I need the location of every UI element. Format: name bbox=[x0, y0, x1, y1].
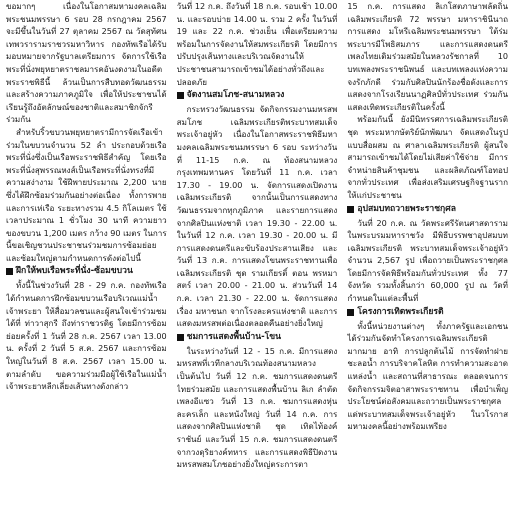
square-bullet-icon bbox=[177, 92, 184, 99]
article-column-3 bbox=[347, 0, 508, 512]
section-heading-text: ฝึกให้พบเรือพระที่นั่ง-ซ้อมขบวน bbox=[16, 266, 133, 277]
square-bullet-icon bbox=[6, 268, 13, 275]
section-heading bbox=[177, 331, 338, 344]
section-heading-text: จัดงานสมโภช-สนามหลวง bbox=[186, 90, 285, 101]
section-heading-text: โครงการเทิดพระเกียรติ bbox=[357, 306, 444, 317]
square-bullet-icon bbox=[347, 206, 354, 213]
paragraph: สำหรับริ้วขบวนพยุหยาตรามีการจัดเรือเข้าร่วมในขบวนจำนวน 52 ลำ ประกอบด้วยเรือพระที่นั่งซึ่งเป็นเรือพระราชพิธีสำคัญ โดยเรือพระที่นั่งสุพรรณหงส์เป็นเรือพระที่นั่งทรงที่มีความสง่างาม ใช้ฝีพายประมาณ 2,200 นาย ซึ่งได้ฝึกซ้อมร่วมกันอย่างต่อเนื่อง ทั้งการพายและการเห่เรือ ระยะทางรวม 4.5 กิโลเมตร ใช้เวลาประมาณ 1 ชั่วโมง 30 นาที ความยาวของขบวน 1,200 เมตร กว้าง 90 เมตร ในการนี้ขอเชิญชวนประชาชนร่วมชมการซ้อมย่อยและซ้อมใหญ่ตามกำหนดการดังต่อไปนี้ bbox=[6, 126, 167, 263]
square-bullet-icon bbox=[347, 309, 354, 316]
paragraph: ทั้งนี้หน่วยงานต่างๆ ทั้งภาครัฐและเอกชน ได้ร่วมกันจัดทำโครงการเฉลิมพระเกียรติมากมาย อาทิ การปลูกต้นไม้ การจัดทำฝายชะลอน้ำ การบริจาคโลหิต การทำความสะอาดแหล่งน้ำ และสถานที่สาธารณะ ตลอดจนการจัดกิจกรรมจิตอาสาพระราชทาน เพื่อบำเพ็ญประโยชน์ต่อสังคมและถวายเป็นพระราชกุศลแด่พระบาทสมเด็จพระเจ้าอยู่หัว ในวโรกาสมหามงคลนี้อย่างพร้อมเพรียง bbox=[347, 320, 509, 432]
paragraph: กระทรวงวัฒนธรรม จัดกิจกรรมงานมหรสพสมโภช เฉลิมพระเกียรติพระบาทสมเด็จพระเจ้าอยู่หัว เนื่องในโอกาสพระราชพิธีมหามงคลเฉลิมพระชนมพรรษา 6 รอบ ระหว่างวันที่ 11-15 ก.ค. ณ ท้องสนามหลวง กรุงเทพมหานคร โดยวันที่ 11 ก.ค. เวลา 17.30 - 19.00 น. จัดการแสดงเปิดงานเฉลิมพระเกียรติ จากนั้นเป็นการแสดงทางวัฒนธรรมจากทุกภูมิภาค และรายการแสดงจากศิลปินแห่งชาติ เวลา 19.30 - 22.00 น. ในวันที่ 12 ก.ค. เวลา 19.30 - 20.00 น. มีการแสดงดนตรีและขับร้องประสานเสียง และวันที่ 13 ก.ค. การแสดงโขนพระราชทานเพื่อเฉลิมพระเกียรติ ชุด รามเกียรติ์ ตอน พรหมาสตร์ เวลา 20.00 - 21.00 น. ส่วนวันที่ 14 ก.ค. เวลา 21.30 - 22.00 น. จัดการแสดงเรื่อง มหาชนก จากโรงละครแห่งชาติ และการแสดงมหรสพต่อเนื่องตลอดคืนอย่างยิ่งใหญ่ bbox=[176, 104, 338, 329]
section-heading-text: ชมการแสดงพื้นบ้าน-โขน bbox=[186, 331, 282, 342]
paragraph: ในระหว่างวันที่ 12 - 15 ก.ค. มีการแสดงมหรสพที่เวทีกลางบริเวณท้องสนามหลวง เป็นต้นไป วันที่ 12 ก.ค. ชมการแสดงดนตรีไทยร่วมสมัย และการแสดงพื้นบ้าน ลิเก ลำตัด เพลงอีแซว วันที่ 13 ก.ค. ชมการแสดงหุ่นละครเล็ก และหนังใหญ่ วันที่ 14 ก.ค. การแสดงจากศิลปินแห่งชาติ ชุด เทิดไท้องค์ราชันย์ และวันที่ 15 ก.ค. ชมการแสดงดนตรีจากวงดุริยางค์ทหาร และการแสดงพิธีปิดงานมหรสพสมโภชอย่างยิ่งใหญ่ตระการตา bbox=[176, 345, 338, 470]
paragraph: 15 ก.ค. การแสดง ลิเกโสตภาษาพลัดถิ่นเฉลิมพระเกียรติ 72 พรรษา มหาราชินีนาถ การแสดง มโหรีเฉลิมพระชนมพรรษา ใต้ร่มพระบารมีโพธิสมภาร และการแสดงดนตรี เพลงไทยเดิมร่วมสมัยในหลวงรัชกาลที่ 10 บทเพลงพระราชนิพนธ์ และบทเพลงแห่งความจงรักภักดี ร่วมกับศิลปินนักร้องชื่อดังและการแสดงจากโรงเรียนนาฏศิลป์ทั่วประเทศ ร่วมกันแสดงเทิดพระเกียรติในครั้งนี้ bbox=[347, 1, 509, 112]
article-column-1 bbox=[6, 0, 167, 512]
square-bullet-icon bbox=[177, 334, 184, 341]
paragraph: วันที่ 12 ก.ค. ถึงวันที่ 18 ก.ค. รอบเช้า 10.00 น. และรอบบ่าย 14.00 น. รวม 2 ครั้ง ในวันที่ 19 และ 22 ก.ค. ช่วงเย็น เพื่อเตรียมความพร้อมในการจัดงานให้สมพระเกียรติ โดยมีการปรับปรุงเส้นทางและบริเวณจัดงานให้ประชาชนสามารถเข้าชมได้อย่างทั่วถึงและปลอดภัย bbox=[176, 1, 338, 87]
section-heading bbox=[177, 89, 338, 102]
paragraph: ทั้งนี้ในช่วงวันที่ 28 - 29 ก.ค. กองทัพเรือได้กำหนดการฝึกซ้อมขบวนเรือบริเวณแม่น้ำเจ้าพระยา ให้สื่อมวลชนและผู้สนใจเข้าร่วมชมได้ที่ ท่าวาสุกรี ถึงท่าราชวรดิฐ โดยมีการซ้อมย่อยครั้งที่ 1 วันที่ 28 ก.ค. 2567 เวลา 13.00 น. ครั้งที่ 2 วันที่ 5 ส.ค. 2567 และการซ้อมใหญ่ในวันที่ 8 ส.ค. 2567 เวลา 15.00 น. ตามลำดับ ขอความร่วมมือผู้ใช้เรือในแม่น้ำเจ้าพระยาหลีกเลี่ยงเส้นทางดังกล่าว bbox=[6, 280, 167, 392]
paragraph: วันที่ 20 ก.ค. ณ วัดพระศรีรัตนศาสดาราม ในพระบรมมหาราชวัง มีพิธีบรรพชาอุปสมบทเฉลิมพระเกียรติ พระบาทสมเด็จพระเจ้าอยู่หัว จำนวน 2,567 รูป เพื่อถวายเป็นพระราชกุศล โดยมีการจัดพิธีพร้อมกันทั่วประเทศ ทั้ง 77 จังหวัด รวมทั้งสิ้นกว่า 60,000 รูป ณ วัดที่กำหนดในแต่ละพื้นที่ bbox=[347, 217, 509, 304]
section-heading bbox=[6, 265, 167, 278]
paragraph: พร้อมกันนี้ ยังมีนิทรรศการเฉลิมพระเกียรติ ชุด พระมหากษัตริย์นักพัฒนา จัดแสดงในรูปแบบสื่อผสม ณ ศาลาเฉลิมพระเกียรติ ผู้สนใจสามารถเข้าชมได้โดยไม่เสียค่าใช้จ่าย มีการจำหน่ายสินค้าชุมชน และผลิตภัณฑ์โอทอปจากทั่วประเทศ เพื่อส่งเสริมเศรษฐกิจฐานรากให้แก่ประชาชน bbox=[347, 114, 509, 200]
section-heading bbox=[347, 306, 508, 319]
section-heading-text: อุปสมบทถวายพระราชกุศล bbox=[357, 203, 456, 214]
section-heading bbox=[347, 203, 508, 216]
article-column-2 bbox=[177, 0, 338, 512]
paragraph: ขอมากๆ เนื่องในโอกาสมหามงคลเฉลิมพระชนมพรรษา 6 รอบ 28 กรกฎาคม 2567 จะมีขึ้นในวันที่ 27 ตุลาคม 2567 ณ วัดสุทัศนเทพวรารามราชวรมหาวิหาร กองทัพเรือได้รับมอบหมายจากรัฐบาลเตรียมการ จัดการใช้เรือพระที่นั่งพยุหยาตราชลมารคอันงดงามในอดีตพระราชพิธีนี้ ล้วนเป็นการสืบทอดวัฒนธรรมและสร้างความภาคภูมิใจ เพื่อให้ประชาชนได้เรียนรู้ถึงอัตลักษณ์ของชาติและสมาชิกจักรีร่วมกัน bbox=[6, 1, 167, 125]
